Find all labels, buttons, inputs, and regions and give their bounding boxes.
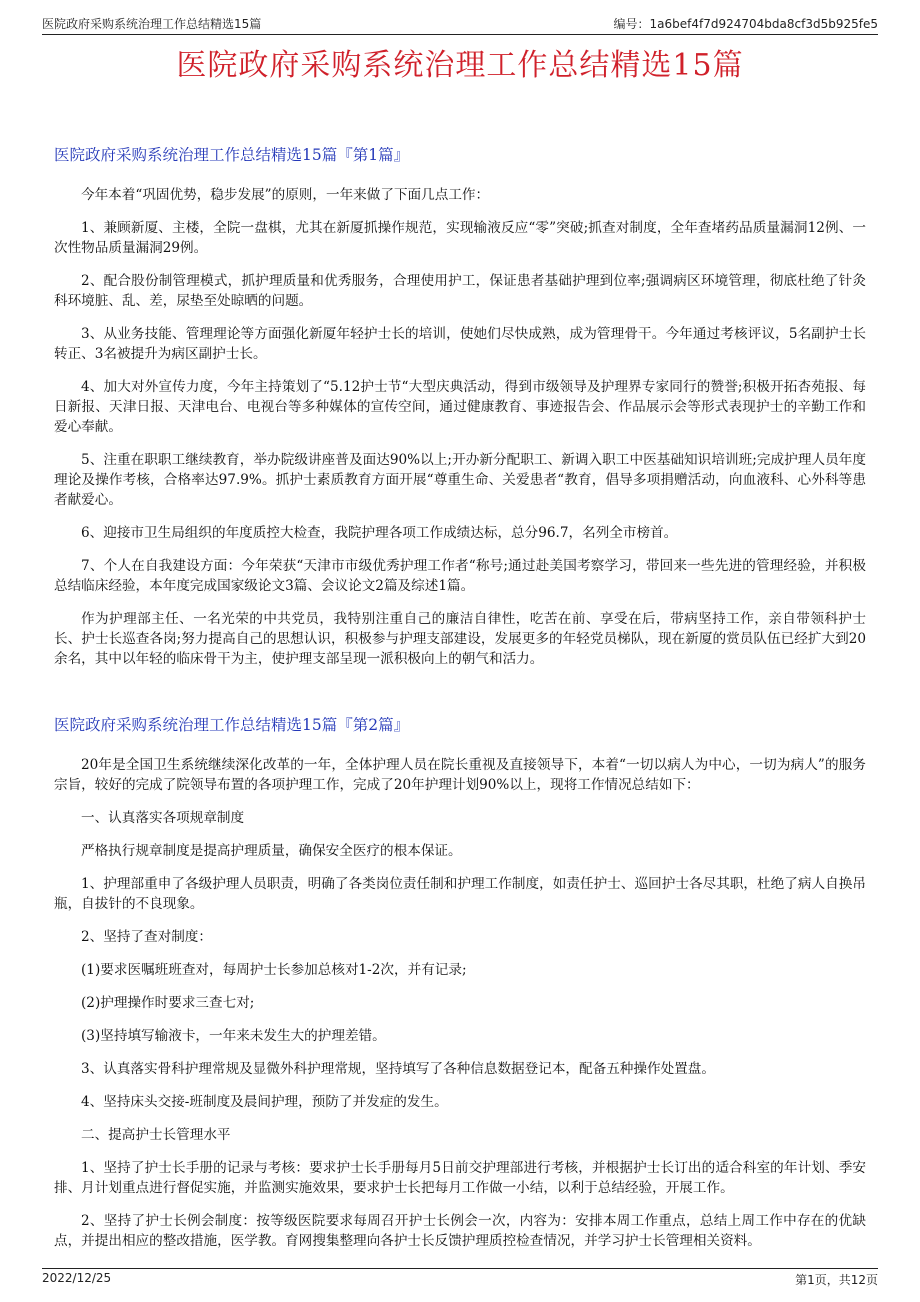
header-doc-number: 编号：1a6bef4f7d924704bda8cf3d5b925fe5: [613, 17, 878, 31]
paragraph: 2、坚持了护士长例会制度：按等级医院要求每周召开护士长例会一次，内容为：安排本周工作重点，总结上周工作中存在的优缺点，并提出相应的整改措施，医学教。育网搜集整理向各护士长反馈护理质控检查情况，并学习护士长管理相关资料。: [54, 1213, 866, 1249]
paragraph: (2)护理操作时要求三查七对;: [81, 995, 255, 1011]
document-title: 医院政府采购系统治理工作总结精选15篇: [176, 48, 744, 83]
header-doc-title: 医院政府采购系统治理工作总结精选15篇: [42, 17, 262, 31]
section-heading: 医院政府采购系统治理工作总结精选15篇『第1篇』: [54, 146, 410, 164]
paragraph: 一、认真落实各项规章制度: [81, 810, 245, 826]
paragraph: 5、注重在职职工继续教育，举办院级讲座普及面达90%以上;开办新分配职工、新调入职工中医基础知识培训班;完成护理人员年度理论及操作考核，合格率达97.9%。抓护士素质教育方面开展“尊重生命、关爱患者“教育，倡导多项捐赠活动，向血液科、心外科等患者献爱心。: [54, 452, 866, 508]
section-1: [54, 143, 866, 669]
section-heading: 医院政府采购系统治理工作总结精选15篇『第2篇』: [54, 716, 410, 734]
section-2: [54, 713, 866, 1251]
document-body: [54, 143, 866, 1264]
paragraph: 7、个人在自我建设方面：今年荣获“天津市市级优秀护理工作者“称号;通过赴美国考察学习，带回来一些先进的管理经验，并积极总结临床经验，本年度完成国家级论文3篇、会议论文2篇及综述1篇。: [54, 558, 866, 594]
page-header: [42, 14, 878, 35]
paragraph: (1)要求医嘱班班查对，每周护士长参加总核对1-2次，并有记录;: [81, 962, 467, 978]
footer-page-number: 第1页，共12页: [795, 1273, 878, 1287]
paragraph: 作为护理部主任、一名光荣的中共党员，我特别注重自己的廉洁自律性，吃苦在前、享受在后，带病坚持工作，亲自带领科护士长、护士长巡查各岗;努力提高自己的思想认识，积极参与护理支部建设，发展更多的年轻党员梯队，现在新厦的赏员队伍已经扩大到20余名，其中以年轻的临床骨干为主，使护理支部呈现一派积极向上的朝气和活力。: [54, 611, 866, 667]
paragraph: 1、坚持了护士长手册的记录与考核：要求护士长手册每月5日前交护理部进行考核，并根据护士长订出的适合科室的年计划、季安排、月计划重点进行督促实施，并监测实施效果，要求护士长把每月工作做一小结，以利于总结经验，开展工作。: [54, 1160, 866, 1196]
paragraph: 严格执行规章制度是提高护理质量，确保安全医疗的根本保证。: [81, 843, 462, 859]
paragraph: 6、迎接市卫生局组织的年度质控大检查，我院护理各项工作成绩达标，总分96.7，名列全市榜首。: [81, 525, 678, 541]
page-footer: [42, 1268, 878, 1291]
paragraph: 4、加大对外宣传力度，今年主持策划了“5.12护士节“大型庆典活动，得到市级领导及护理界专家同行的赞誉;积极开拓杏苑报、每日新报、天津日报、天津电台、电视台等多种媒体的宣传空间，通过健康教育、事迹报告会、作品展示会等形式表现护士的辛勤工作和爱心奉献。: [54, 379, 866, 435]
footer-date: 2022/12/25: [42, 1271, 112, 1285]
paragraph: 1、兼顾新厦、主楼，全院一盘棋，尤其在新厦抓操作规范，实现输液反应“零”突破;抓查对制度，全年查堵药品质量漏洞12例、一次性物品质量漏洞29例。: [54, 220, 866, 256]
paragraph: 1、护理部重申了各级护理人员职责，明确了各类岗位责任制和护理工作制度，如责任护士、巡回护士各尽其职，杜绝了病人自换吊瓶，自拔针的不良现象。: [54, 876, 866, 912]
paragraph: 今年本着“巩固优势，稳步发展”的原则，一年来做了下面几点工作：: [81, 187, 490, 203]
paragraph: 3、从业务技能、管理理论等方面强化新厦年轻护士长的培训，使她们尽快成熟，成为管理骨干。今年通过考核评议，5名副护士长转正、3名被提升为病区副护士长。: [54, 326, 866, 362]
paragraph: (3)坚持填写输液卡，一年来未发生大的护理差错。: [81, 1028, 386, 1044]
paragraph: 20年是全国卫生系统继续深化改革的一年，全体护理人员在院长重视及直接领导下，本着“一切以病人为中心，一切为病人”的服务宗旨，较好的完成了院领导布置的各项护理工作，完成了20年护理计划90%以上，现将工作情况总结如下：: [54, 757, 866, 793]
paragraph: 4、坚持床头交接-班制度及晨间护理，预防了并发症的发生。: [81, 1094, 448, 1110]
paragraph: 3、认真落实骨科护理常规及显微外科护理常规，坚持填写了各种信息数据登记本，配备五种操作处置盘。: [81, 1061, 715, 1077]
paragraph: 二、提高护士长管理水平: [81, 1127, 231, 1143]
paragraph: 2、坚持了查对制度：: [81, 929, 212, 945]
paragraph: 2、配合股份制管理模式，抓护理质量和优秀服务，合理使用护工，保证患者基础护理到位率;强调病区环境管理，彻底杜绝了针灸科环境脏、乱、差，尿垫至处晾晒的问题。: [54, 273, 866, 309]
